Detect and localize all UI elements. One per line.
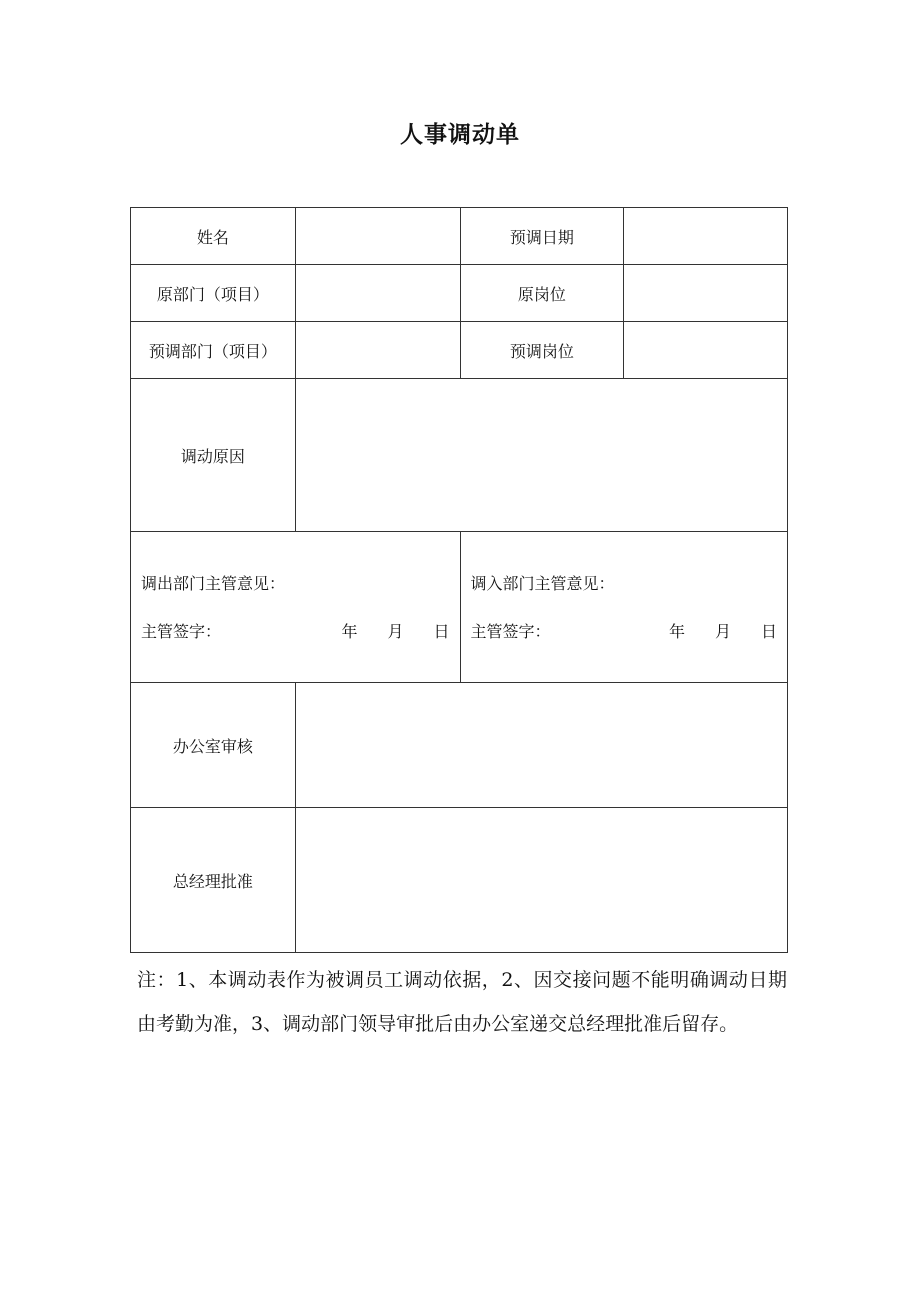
reason-field[interactable] — [296, 379, 788, 532]
planned-date-field[interactable] — [624, 208, 788, 265]
planned-date-label: 预调日期 — [461, 208, 625, 265]
office-review-label: 办公室审核 — [131, 683, 296, 808]
form-row-original — [131, 265, 788, 322]
name-label: 姓名 — [131, 208, 296, 265]
form-row-gm — [131, 808, 788, 953]
office-review-field[interactable] — [296, 683, 788, 808]
out-dept-opinion-label: 调出部门主管意见： — [141, 574, 286, 593]
out-dept-opinion-cell[interactable] — [131, 532, 461, 683]
form-row-new — [131, 322, 788, 379]
out-dept-sign-label: 主管签字： — [141, 622, 222, 641]
in-dept-date — [669, 620, 777, 644]
original-dept-field[interactable] — [296, 265, 461, 322]
form-row-reason — [131, 379, 788, 532]
new-post-field[interactable] — [624, 322, 788, 379]
original-post-field[interactable] — [624, 265, 788, 322]
new-dept-label: 预调部门（项目） — [131, 322, 296, 379]
new-post-label: 预调岗位 — [461, 322, 625, 379]
in-dept-opinion-label: 调入部门主管意见： — [470, 574, 615, 593]
original-dept-label: 原部门（项目） — [131, 265, 296, 322]
in-dept-month: 月 — [714, 622, 731, 641]
original-post-label: 原岗位 — [461, 265, 625, 322]
out-dept-date — [341, 620, 449, 644]
gm-approval-field[interactable] — [296, 808, 788, 953]
form-row-name — [131, 208, 788, 265]
out-dept-day: 日 — [433, 622, 450, 641]
footnote: 注：1、本调动表作为被调员工调动依据，2、因交接问题不能明确调动日期由考勤为准，3、调动部门领导审批后由办公室递交总经理批准后留存。 — [137, 969, 787, 1035]
new-dept-field[interactable] — [296, 322, 461, 379]
name-field[interactable] — [296, 208, 461, 265]
in-dept-year: 年 — [668, 622, 685, 641]
in-dept-sign-label: 主管签字： — [470, 622, 551, 641]
out-dept-sign-line — [141, 620, 450, 644]
reason-label: 调动原因 — [131, 379, 296, 532]
in-dept-day: 日 — [760, 622, 777, 641]
out-dept-month: 月 — [387, 622, 404, 641]
in-dept-sign-line — [471, 620, 778, 644]
transfer-form-table — [130, 207, 788, 953]
gm-approval-label: 总经理批准 — [131, 808, 296, 953]
form-row-office — [131, 683, 788, 808]
page-title: 人事调动单 — [400, 121, 520, 148]
out-dept-year: 年 — [341, 622, 358, 641]
form-row-opinions — [131, 532, 788, 683]
in-dept-opinion-cell[interactable] — [461, 532, 789, 683]
